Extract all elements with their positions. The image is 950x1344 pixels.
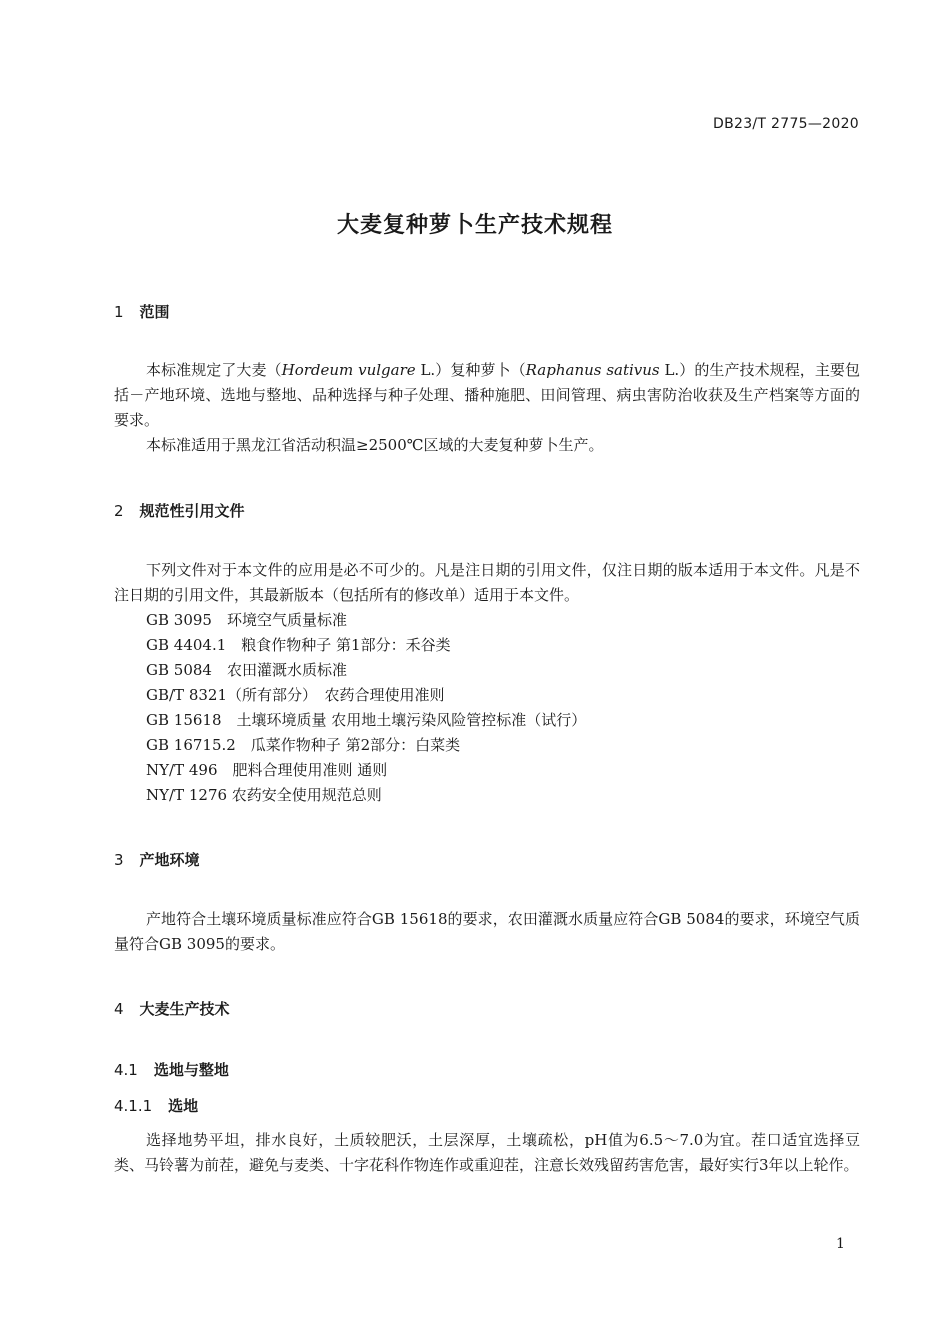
scientific-name-barley: Hordeum vulgare — [281, 361, 416, 379]
section-title: 产地环境 — [139, 851, 200, 869]
environment-paragraph: 产地符合土壤环境质量标准应符合GB 15618的要求，农田灌溉水质量应符合GB 5084的要求，环境空气质量符合GB 3095的要求。 — [114, 910, 860, 953]
subsection-title: 选地与整地 — [153, 1061, 229, 1079]
site-selection-paragraph: 选择地势平坦，排水良好，土质较肥沃，土层深厚，土壤疏松，pH值为6.5～7.0为宜。茬口适宜选择豆类、马铃薯为前茬，避免与麦类、十字花科作物连作或重迎茬，注意长效残留药害危害，最好实行3年以上轮作。 — [114, 1131, 860, 1174]
subsection-4-1-1-heading — [114, 1095, 198, 1116]
scope-applicability: 本标准适用于黑龙江省活动积温≥2500℃区域的大麦复种萝卜生产。 — [146, 436, 604, 454]
section-number: 3 — [114, 851, 124, 869]
subsection-title: 选地 — [168, 1097, 199, 1115]
document-code: DB23/T 2775—2020 — [713, 116, 859, 132]
section-1-heading — [114, 301, 170, 322]
reference-item: GB 4404.1 粮食作物种子 第1部分：禾谷类 — [146, 636, 451, 654]
section-title: 范围 — [139, 303, 170, 321]
section-2-heading — [114, 500, 245, 521]
scope-paragraph — [114, 358, 860, 433]
section-number: 1 — [114, 303, 124, 321]
scope-text-part: L.）的生产技术规程，主要包括－产地环境、选地与整地、品种选择与种子处理、播种施肥、田间管理、病虫害防治收获及生产档案等方面的要求。 — [114, 361, 860, 429]
section-title: 大麦生产技术 — [139, 1000, 230, 1018]
reference-item: GB 5084 农田灌溉水质标准 — [146, 661, 347, 679]
section-title: 规范性引用文件 — [139, 502, 245, 520]
scope-text-part: 本标准规定了大麦（ — [146, 361, 282, 379]
reference-list — [146, 608, 586, 808]
section-number: 4 — [114, 1000, 124, 1018]
scientific-name-radish: Raphanus sativus — [525, 361, 660, 379]
reference-item: GB 15618 土壤环境质量 农用地土壤污染风险管控标准（试行） — [146, 711, 587, 729]
document-title: 大麦复种萝卜生产技术规程 — [336, 213, 613, 238]
subsection-number: 4.1 — [114, 1061, 138, 1079]
reference-item: GB 3095 环境空气质量标准 — [146, 611, 347, 629]
reference-item: NY/T 1276 农药安全使用规范总则 — [146, 786, 382, 804]
reference-item: GB 16715.2 瓜菜作物种子 第2部分：白菜类 — [146, 736, 461, 754]
reference-item: GB/T 8321（所有部分） 农药合理使用准则 — [146, 686, 445, 704]
page-number: 1 — [836, 1236, 845, 1252]
reference-item: NY/T 496 肥料合理使用准则 通则 — [146, 761, 388, 779]
subsection-number: 4.1.1 — [114, 1097, 153, 1115]
section-number: 2 — [114, 502, 124, 520]
section-3-heading — [114, 849, 200, 870]
subsection-4-1-heading — [114, 1059, 229, 1080]
section-4-heading — [114, 998, 230, 1019]
scope-text-part: L.）复种萝卜（ — [415, 361, 526, 379]
references-intro: 下列文件对于本文件的应用是必不可少的。凡是注日期的引用文件，仅注日期的版本适用于本文件。凡是不注日期的引用文件，其最新版本（包括所有的修改单）适用于本文件。 — [114, 561, 860, 604]
